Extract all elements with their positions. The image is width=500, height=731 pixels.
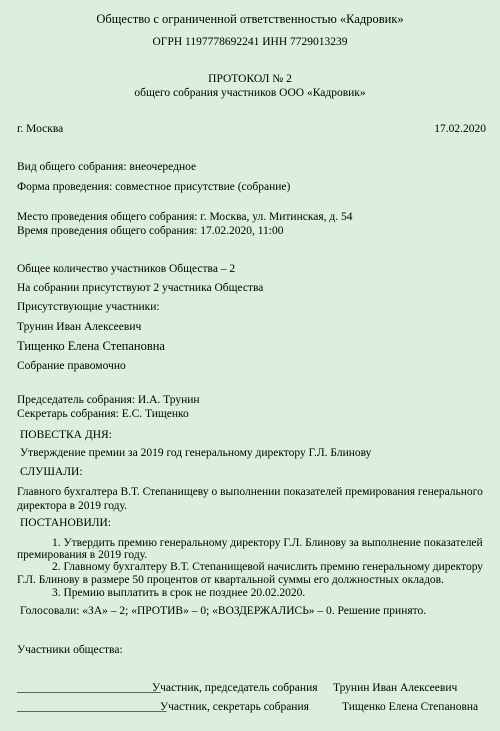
agenda-label: ПОВЕСТКА ДНЯ:: [20, 429, 112, 441]
meeting-form: Форма проведения: совместное присутствие (собрание): [17, 181, 291, 193]
signature-role: Участник, председатель собрания: [152, 682, 318, 694]
signatures-label: Участники общества:: [17, 644, 123, 656]
meeting-location: Место проведения общего собрания: г. Москва, ул. Митинская, д. 54: [17, 211, 353, 223]
secretary: Секретарь собрания: Е.С. Тищенко: [17, 408, 189, 420]
participants-total: Общее количество участников Общества – 2: [17, 263, 236, 275]
meeting-time: Время проведения общего собрания: 17.02.2020, 11:00: [17, 225, 284, 237]
city: г. Москва: [17, 123, 64, 135]
resolution-item: 1. Утвердить премию генеральному директору Г.Л. Блинову за выполнение показателей: [52, 537, 483, 549]
heard-label: СЛУШАЛИ:: [20, 466, 83, 478]
resolution-item: 2. Главному бухгалтеру В.Т. Степанищевой начислить премию генеральному директору: [52, 561, 484, 573]
participant-name: Тищенко Елена Степановна: [17, 339, 165, 353]
signature-line: __________________________: [17, 701, 167, 713]
chairman: Председатель собрания: И.А. Трунин: [17, 394, 200, 406]
protocol-title: ПРОТОКОЛ № 2: [208, 73, 292, 85]
protocol-subtitle: общего собрания участников ООО «Кадровик»: [134, 87, 366, 99]
resolved-label: ПОСТАНОВИЛИ:: [20, 517, 112, 529]
heard-text: Главного бухгалтера В.Т. Степанищеву о выполнении показателей премирования генерального: [17, 486, 483, 498]
meeting-type: Вид общего собрания: внеочередное: [17, 161, 197, 173]
vote-result: Голосовали: «ЗА» – 2; «ПРОТИВ» – 0; «ВОЗДЕРЖАЛИСЬ» – 0. Решение принято.: [20, 605, 427, 617]
signature-role: Участник, секретарь собрания: [160, 701, 309, 713]
resolution-item: премирования в 2019 году.: [17, 549, 148, 561]
signature-line: _________________________: [17, 682, 161, 694]
signature-name: Трунин Иван Алексеевич: [333, 682, 458, 694]
participants-present-label: Присутствующие участники:: [17, 301, 160, 313]
agenda-item: Утверждение премии за 2019 год генеральному директору Г.Л. Блинову: [20, 447, 372, 459]
quorum-status: Собрание правомочно: [17, 360, 126, 372]
signature-name: Тищенко Елена Степановна: [342, 701, 479, 713]
registration-numbers: ОГРН 1197778692241 ИНН 7729013239: [152, 36, 348, 48]
participants-present: На собрании присутствуют 2 участника Общества: [17, 282, 264, 294]
protocol-date: 17.02.2020: [434, 123, 486, 135]
company-name: Общество с ограниченной ответственностью «Кадровик»: [96, 12, 404, 26]
heard-text: директора в 2019 году.: [17, 500, 128, 512]
resolution-item: Г.Л. Блинову в размере 50 процентов от квартальной суммы его должностных окладов.: [17, 574, 444, 586]
resolution-item: 3. Премию выплатить в срок не позднее 20.02.2020.: [52, 587, 306, 599]
participant-name: Трунин Иван Алексеевич: [17, 321, 142, 333]
